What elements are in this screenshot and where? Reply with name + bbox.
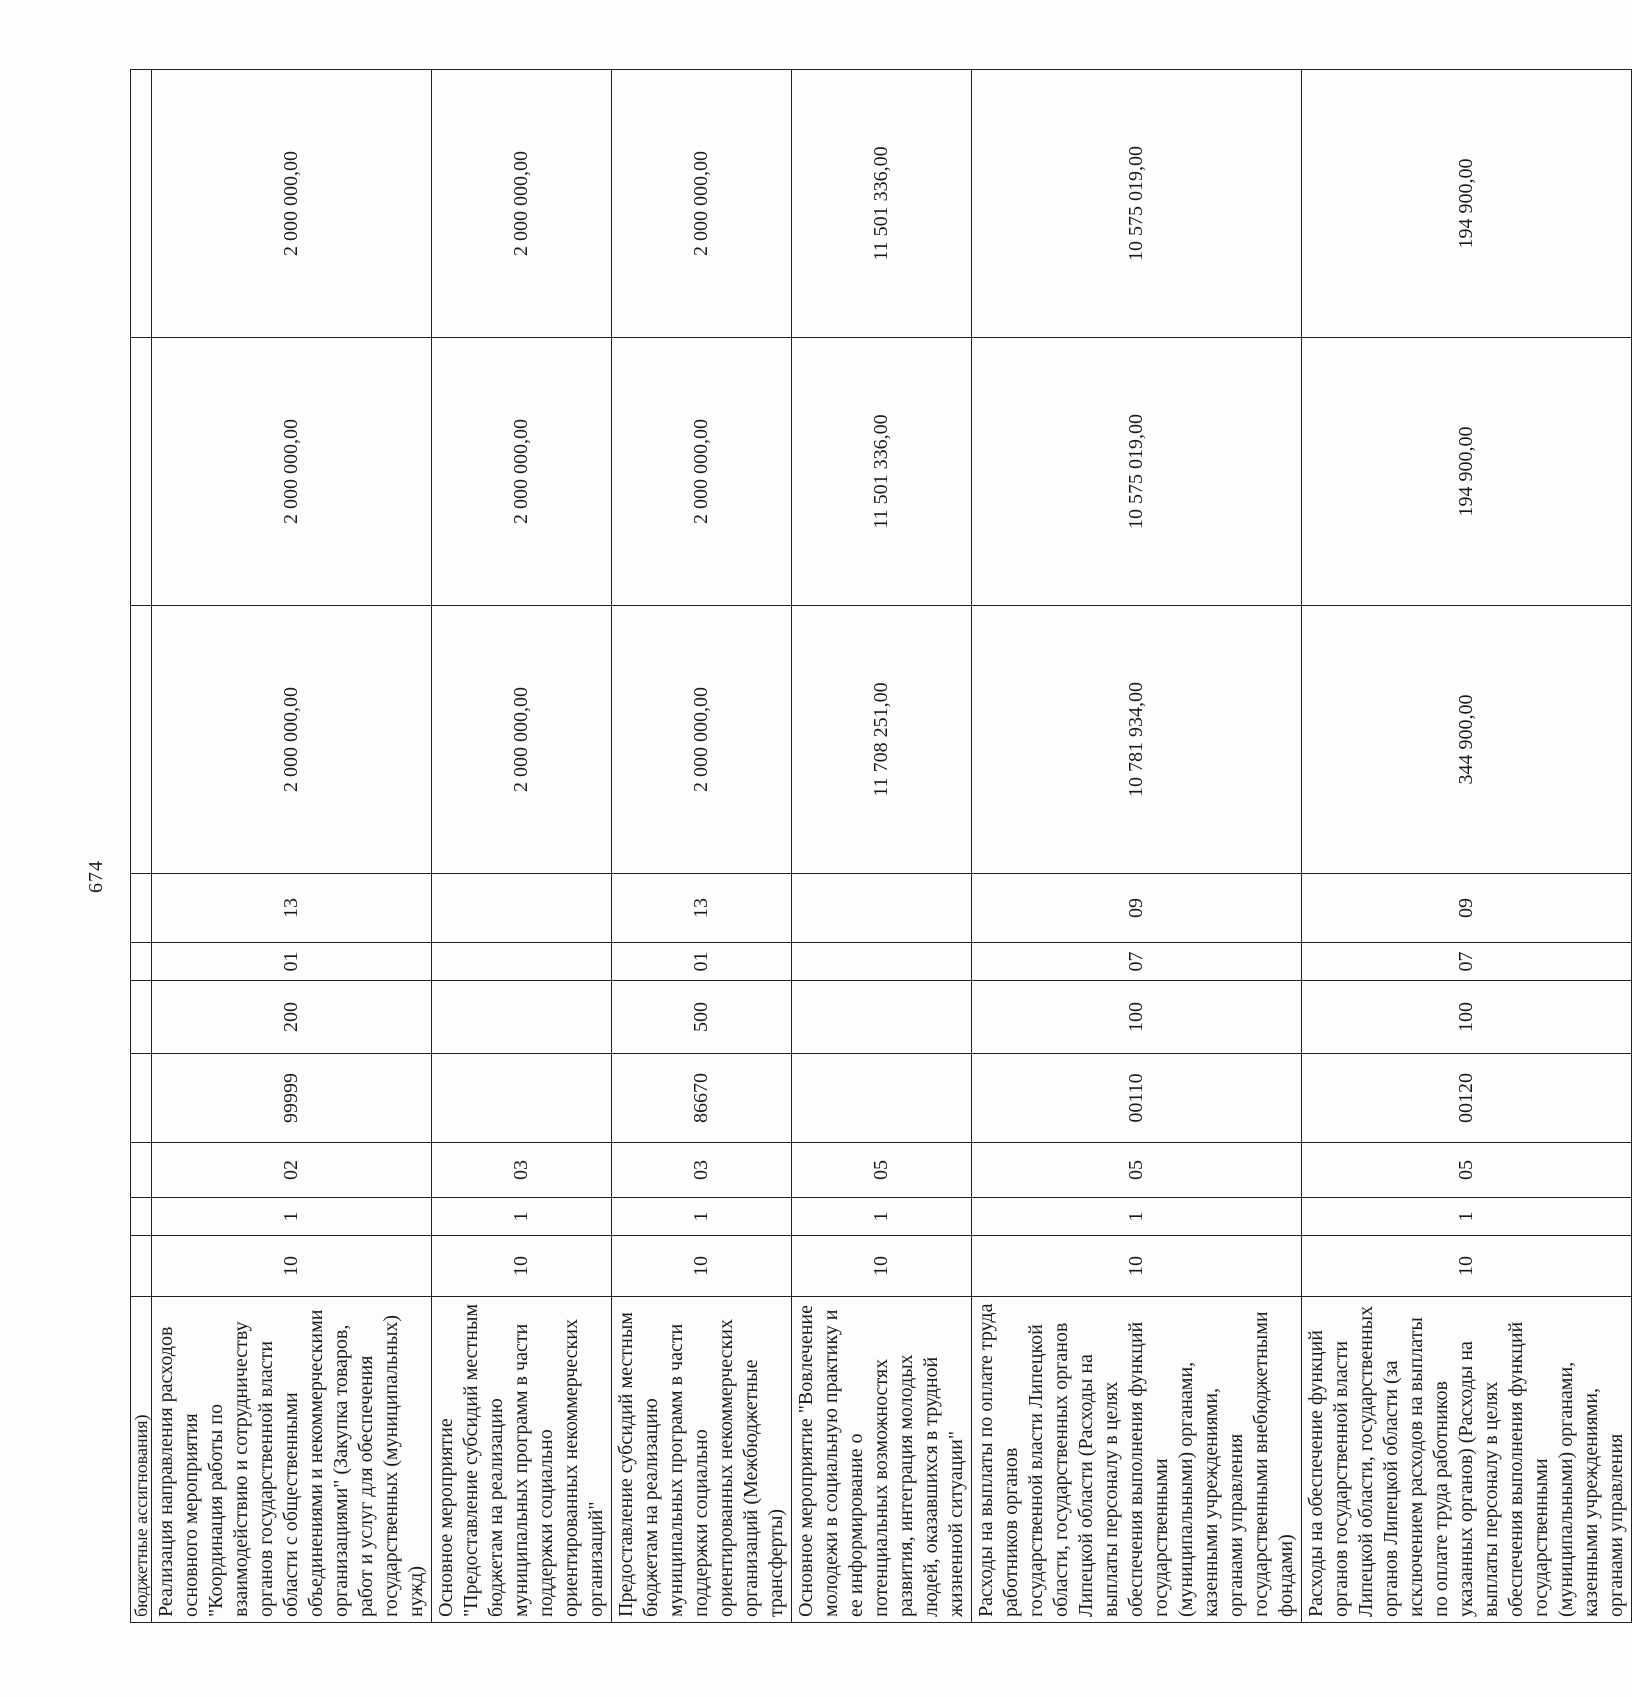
code-cell (432, 943, 612, 981)
code-cell: 13 (612, 874, 792, 943)
amount-cell: 2 000 000,00 (612, 606, 792, 874)
code-cell: 1 (432, 1198, 612, 1236)
code-cell: 13 (152, 874, 432, 943)
amount-cell: 2 000 000,00 (432, 70, 612, 338)
code-cell: 1 (972, 1198, 1302, 1236)
code-cell: 09 (1302, 874, 1632, 943)
code-cell: 07 (1302, 943, 1632, 981)
table-cell (131, 981, 152, 1054)
amount-cell: 10 781 934,00 (972, 606, 1302, 874)
code-cell: 05 (792, 1143, 972, 1198)
code-cell: 10 (612, 1236, 792, 1297)
code-cell: 07 (972, 943, 1302, 981)
amount-cell: 344 900,00 (1302, 606, 1632, 874)
amount-cell: 2 000 000,00 (152, 606, 432, 874)
code-cell: 01 (612, 943, 792, 981)
table-row (152, 70, 432, 1623)
amount-cell: 11 501 336,00 (792, 338, 972, 606)
amount-cell: 2 000 000,00 (432, 606, 612, 874)
code-cell: 500 (612, 981, 792, 1054)
code-cell: 00110 (972, 1054, 1302, 1143)
table-row (1302, 70, 1632, 1623)
code-cell: 00120 (1302, 1054, 1632, 1143)
code-cell: 10 (1302, 1236, 1632, 1297)
code-cell: 100 (972, 981, 1302, 1054)
description-cell: Основное мероприятие "Вовлечение молодежи в социальную практику и ее информирование о потенциальных возможностях развития, интеграция молодых людей, оказавшихся в трудной жизненной ситуации" (792, 1297, 972, 1623)
code-cell: 1 (792, 1198, 972, 1236)
code-cell (432, 874, 612, 943)
code-cell (432, 1054, 612, 1143)
code-cell: 1 (1302, 1198, 1632, 1236)
amount-cell: 194 900,00 (1302, 70, 1632, 338)
code-cell: 1 (152, 1198, 432, 1236)
code-cell: 10 (432, 1236, 612, 1297)
description-cell: Основное мероприятие "Предоставление субсидий местным бюджетам на реализацию муниципальных программ в части поддержки социально ориентированных некоммерческих организаций" (432, 1297, 612, 1623)
table-row (612, 70, 792, 1623)
code-cell: 86670 (612, 1054, 792, 1143)
code-cell: 09 (972, 874, 1302, 943)
budget-table (130, 70, 1627, 1623)
code-cell (432, 981, 612, 1054)
amount-cell: 2 000 000,00 (152, 70, 432, 338)
code-cell: 10 (152, 1236, 432, 1297)
code-cell (792, 1054, 972, 1143)
table-cell (131, 1143, 152, 1198)
amount-cell: 11 708 251,00 (792, 606, 972, 874)
code-cell (792, 943, 972, 981)
code-cell: 05 (972, 1143, 1302, 1198)
amount-cell: 2 000 000,00 (432, 338, 612, 606)
code-cell: 1 (612, 1198, 792, 1236)
table-cell (131, 1236, 152, 1297)
table-cell (131, 1054, 152, 1143)
code-cell: 03 (612, 1143, 792, 1198)
code-cell: 01 (152, 943, 432, 981)
table-header-row (131, 70, 152, 1623)
code-cell: 10 (972, 1236, 1302, 1297)
table-cell (131, 874, 152, 943)
description-cell: Реализация направления расходов основного мероприятия "Координация работы по взаимодействию и сотрудничеству органов государственной власти области с общественными объединениями и некоммерческими организациями" (Закупка товаров, работ и услуг для обеспечения государственных (муниципальных) нужд) (152, 1297, 432, 1623)
amount-cell: 2 000 000,00 (152, 338, 432, 606)
table-row (432, 70, 612, 1623)
table-cell (131, 943, 152, 981)
table-cell (131, 1198, 152, 1236)
header-text-cell: бюджетные ассигнования) (131, 1297, 152, 1623)
amount-cell: 2 000 000,00 (612, 70, 792, 338)
code-cell: 02 (152, 1143, 432, 1198)
code-cell: 100 (1302, 981, 1632, 1054)
code-cell: 05 (1302, 1143, 1632, 1198)
amount-cell: 10 575 019,00 (972, 338, 1302, 606)
amount-cell: 2 000 000,00 (612, 338, 792, 606)
code-cell (792, 874, 972, 943)
table-row (972, 70, 1302, 1623)
code-cell: 03 (432, 1143, 612, 1198)
code-cell: 99999 (152, 1054, 432, 1143)
page-number: 674 (85, 860, 107, 893)
amount-cell: 10 575 019,00 (972, 70, 1302, 338)
description-cell: Расходы на выплаты по оплате труда работников органов государственной власти Липецкой области, государственных органов Липецкой области (Расходы на выплаты персоналу в целях обеспечения выполнения функций государственными (муниципальными) органами, казенными учреждениями, органами управления государственными внебюджетными фондами) (972, 1297, 1302, 1623)
code-cell: 200 (152, 981, 432, 1054)
table-cell (131, 70, 152, 338)
description-cell: Предоставление субсидий местным бюджетам на реализацию муниципальных программ в части поддержки социально ориентированных некоммерческих организаций (Межбюджетные трансферты) (612, 1297, 792, 1623)
table-row (792, 70, 972, 1623)
code-cell: 10 (792, 1236, 972, 1297)
table-cell (131, 606, 152, 874)
description-cell: Расходы на обеспечение функций органов государственной власти Липецкой области, государственных органов Липецкой области (за исключением расходов на выплаты по оплате труда работников указанных органов) (Расходы на выплаты персоналу в целях обеспечения выполнения функций государственными (муниципальными) органами, казенными учреждениями, органами управления (1302, 1297, 1632, 1623)
code-cell (792, 981, 972, 1054)
amount-cell: 194 900,00 (1302, 338, 1632, 606)
amount-cell: 11 501 336,00 (792, 70, 972, 338)
table-cell (131, 338, 152, 606)
